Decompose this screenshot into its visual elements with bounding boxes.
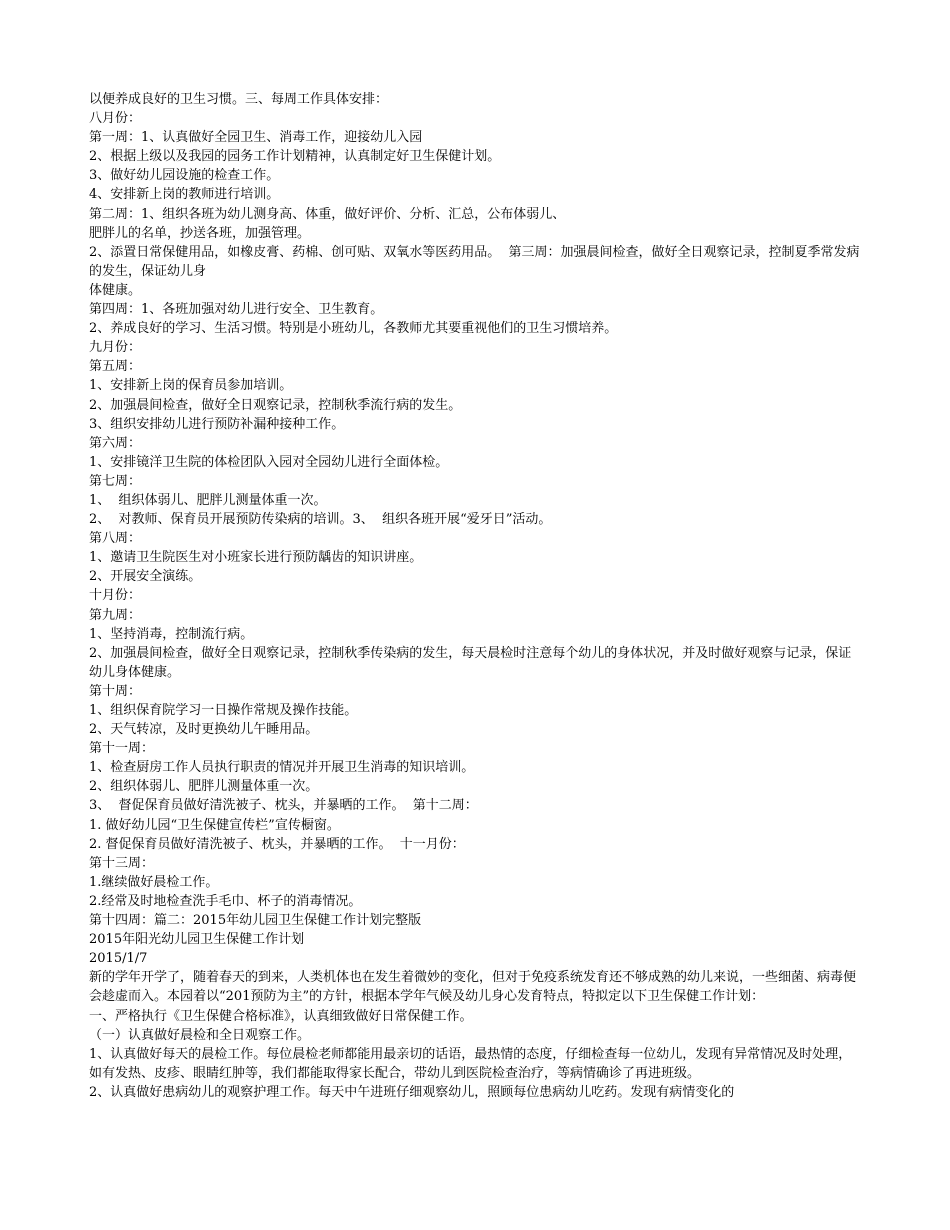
text-line-2: 八月份： (89, 111, 142, 127)
text-line-47: （一）认真做好晨检和全日观察工作。 (89, 1027, 311, 1043)
text-line-19: 1、安排镜洋卫生院的体检团队入园对全园幼儿进行全面体检。 (89, 454, 449, 470)
document-page (89, 90, 864, 1102)
text-line-10: 体健康。 (89, 282, 142, 298)
text-line-9: 2、添置日常保健用品，如橡皮膏、药棉、创可贴、双氧水等医药用品。 第三周：加强晨间检查，做好全日观察记录，控制夏季常发病的发生，保证幼儿身 (89, 244, 860, 279)
text-line-3: 第一周：1、认真做好全园卫生、消毒工作，迎接幼儿入园 (89, 130, 423, 146)
text-line-31: 1、组织保育院学习一日操作常规及操作技能。 (89, 703, 358, 718)
text-line-18: 第六周： (89, 435, 142, 451)
text-line-45: 新的学年开学了，随着春天的到来，人类机体也在发生着微妙的变化，但对于免疫系统发育还不够成熟的幼儿来说，一些细菌、病毒便会趁虚而入。本园着以“201预防为主”的方针，根据本学年气候及幼儿身心发育特点，特拟定以下卫生保健工作计划： (89, 970, 857, 1005)
text-line-13: 九月份： (89, 340, 142, 356)
text-line-7: 第二周：1、组织各班为幼儿测身高、体重，做好评价、分析、汇总，公布体弱儿、 (89, 206, 566, 222)
text-line-24: 1、邀请卫生院医生对小班家长进行预防龋齿的知识讲座。 (89, 550, 423, 566)
text-line-39: 第十三周： (89, 855, 155, 871)
text-line-14: 第五周： (89, 359, 142, 375)
text-line-16: 2、加强晨间检查，做好全日观察记录，控制秋季流行病的发生。 (89, 397, 462, 413)
text-line-6: 4、安排新上岗的教师进行培训。 (89, 187, 280, 203)
text-line-8: 肥胖儿的名单，抄送各班，加强管理。 (89, 225, 311, 241)
text-line-30: 第十周： (89, 683, 142, 699)
text-line-48: 1、认真做好每天的晨检工作。每位晨检老师都能用最亲切的话语，最热情的态度，仔细检查每一位幼儿，发现有异常情况及时处理，如有发热、皮疹、眼睛红肿等，我们都能取得家长配合，带幼儿到医院检查治疗，等病情确诊了再进班级。 (89, 1046, 852, 1081)
text-line-49: 2、认真做好患病幼儿的观察护理工作。每天中午进班仔细观察幼儿，照顾每位患病幼儿吃药。发现有病情变化的 (89, 1084, 735, 1100)
text-line-5: 3、做好幼儿园设施的检查工作。 (89, 168, 280, 184)
text-line-25: 2、开展安全演练。 (89, 569, 202, 585)
text-line-32: 2、天气转凉，及时更换幼儿午睡用品。 (89, 722, 319, 738)
text-line-15: 1、安排新上岗的保育员参加培训。 (89, 378, 293, 394)
text-line-46: 一、严格执行《卫生保健合格标准》，认真细致做好日常保健工作。 (89, 1008, 473, 1024)
text-line-44: 2015/1/7 (89, 951, 148, 967)
text-line-34: 1、检查厨房工作人员执行职责的情况并开展卫生消毒的知识培训。 (89, 760, 475, 776)
text-line-43: 2015年阳光幼儿园卫生保健工作计划 (89, 932, 305, 948)
text-line-29: 2、加强晨间检查，做好全日观察记录，控制秋季传染病的发生，每天晨检时注意每个幼儿的身体状况，并及时做好观察与记录，保证幼儿身体健康。 (89, 645, 852, 680)
text-line-36: 3、 督促保育员做好清洗被子、枕头，并暴晒的工作。 第十二周： (89, 798, 478, 814)
text-line-37: 1. 做好幼儿园“卫生保健宣传栏”宣传橱窗。 (89, 817, 340, 833)
text-line-1: 以便养成良好的卫生习惯。三、每周工作具体安排： (89, 92, 389, 107)
text-line-23: 第八周： (89, 531, 142, 547)
text-line-20: 第七周： (89, 473, 142, 489)
text-line-38: 2. 督促保育员做好清洗被子、枕头，并暴晒的工作。 十一月份： (89, 836, 465, 852)
text-line-28: 1、坚持消毒，控制流行病。 (89, 626, 254, 642)
text-line-42: 第十四周：篇二：2015年幼儿园卫生保健工作计划完整版 (89, 913, 422, 929)
text-line-17: 3、组织安排幼儿进行预防补漏种接种工作。 (89, 416, 345, 432)
text-line-4: 2、根据上级以及我园的园务工作计划精神，认真制定好卫生保健计划。 (89, 149, 501, 165)
text-line-33: 第十一周： (89, 741, 155, 757)
text-line-11: 第四周：1、各班加强对幼儿进行安全、卫生教育。 (89, 302, 384, 318)
text-line-41: 2.经常及时地检查洗手毛巾、杯子的消毒情况。 (89, 893, 362, 909)
text-line-40: 1.继续做好晨检工作。 (89, 874, 219, 890)
text-line-26: 十月份： (89, 588, 142, 604)
text-line-12: 2、养成良好的学习、生活习惯。特别是小班幼儿，各教师尤其要重视他们的卫生习惯培养。 (89, 321, 618, 337)
text-line-22: 2、 对教师、保育员开展预防传染病的培训。3、 组织各班开展“爱牙日”活动。 (89, 512, 552, 528)
text-line-21: 1、 组织体弱儿、肥胖儿测量体重一次。 (89, 492, 327, 508)
text-line-27: 第九周： (89, 607, 142, 623)
text-line-35: 2、组织体弱儿、肥胖儿测量体重一次。 (89, 779, 319, 795)
